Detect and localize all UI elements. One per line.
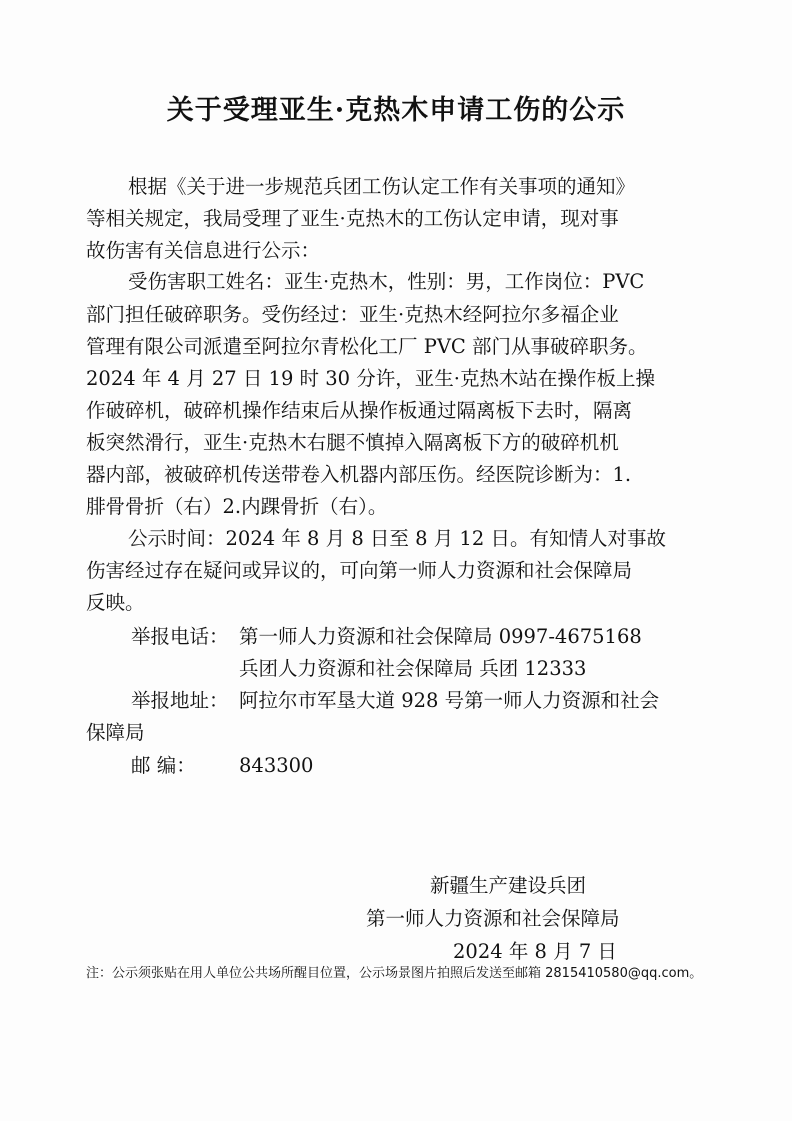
address-line-2: 保障局 <box>86 721 145 744</box>
address-line-1: 阿拉尔市军垦大道 928 号第一师人力资源和社会 <box>239 689 660 712</box>
paragraph-3-line-2: 伤害经过存在疑问或异议的，可向第一师人力资源和社会保障局 <box>86 559 633 582</box>
paragraph-2-line-3: 管理有限公司派遣至阿拉尔青松化工厂 PVC 部门从事破碎职务。 <box>86 335 648 358</box>
paragraph-2-line-1: 受伤害职工姓名：亚生·克热木，性别：男，工作岗位：PVC <box>128 270 645 293</box>
phone-line-1: 第一师人力资源和社会保障局 0997-4675168 <box>239 625 642 648</box>
postcode-label: 邮 编： <box>131 754 196 777</box>
paragraph-1-line-3: 故伤害有关信息进行公示： <box>86 239 321 262</box>
paragraph-2-line-7: 器内部，被破碎机传送带卷入机器内部压伤。经医院诊断为：1. <box>86 463 632 486</box>
footnote: 注：公示须张贴在用人单位公共场所醒目位置，公示场景图片拍照后发送至邮箱 2815410580@qq.com。 <box>86 966 703 981</box>
paragraph-1-line-1: 根据《关于进一步规范兵团工伤认定工作有关事项的通知》 <box>128 175 636 198</box>
signature-org-2: 第一师人力资源和社会保障局 <box>366 907 620 930</box>
paragraph-2-line-8: 腓骨骨折（右）2.内踝骨折（右）。 <box>86 495 388 518</box>
paragraph-2-line-6: 板突然滑行，亚生·克热木右腿不慎掉入隔离板下方的破碎机机 <box>86 431 619 454</box>
paragraph-2-line-2: 部门担任破碎职务。受伤经过：亚生·克热木经阿拉尔多福企业 <box>86 303 619 326</box>
paragraph-1-line-2: 等相关规定，我局受理了亚生·克热木的工伤认定申请，现对事 <box>86 207 619 230</box>
signature-date: 2024 年 8 月 7 日 <box>453 940 617 963</box>
signature-org-1: 新疆生产建设兵团 <box>430 874 587 897</box>
postcode-value: 843300 <box>239 754 314 777</box>
paragraph-2-line-4: 2024 年 4 月 27 日 19 时 30 分许，亚生·克热木站在操作板上操 <box>86 367 655 390</box>
phone-line-2: 兵团人力资源和社会保障局 兵团 12333 <box>239 657 587 680</box>
paragraph-3-line-1: 公示时间：2024 年 8 月 8 日至 8 月 12 日。有知情人对事故 <box>128 527 666 550</box>
phone-label: 举报电话： <box>131 625 229 648</box>
paragraph-2-line-5: 作破碎机，破碎机操作结束后从操作板通过隔离板下去时，隔离 <box>86 399 633 422</box>
paragraph-3-line-3: 反映。 <box>86 591 145 614</box>
document-title: 关于受理亚生·克热木申请工伤的公示 <box>166 95 626 126</box>
address-label: 举报地址： <box>131 689 229 712</box>
